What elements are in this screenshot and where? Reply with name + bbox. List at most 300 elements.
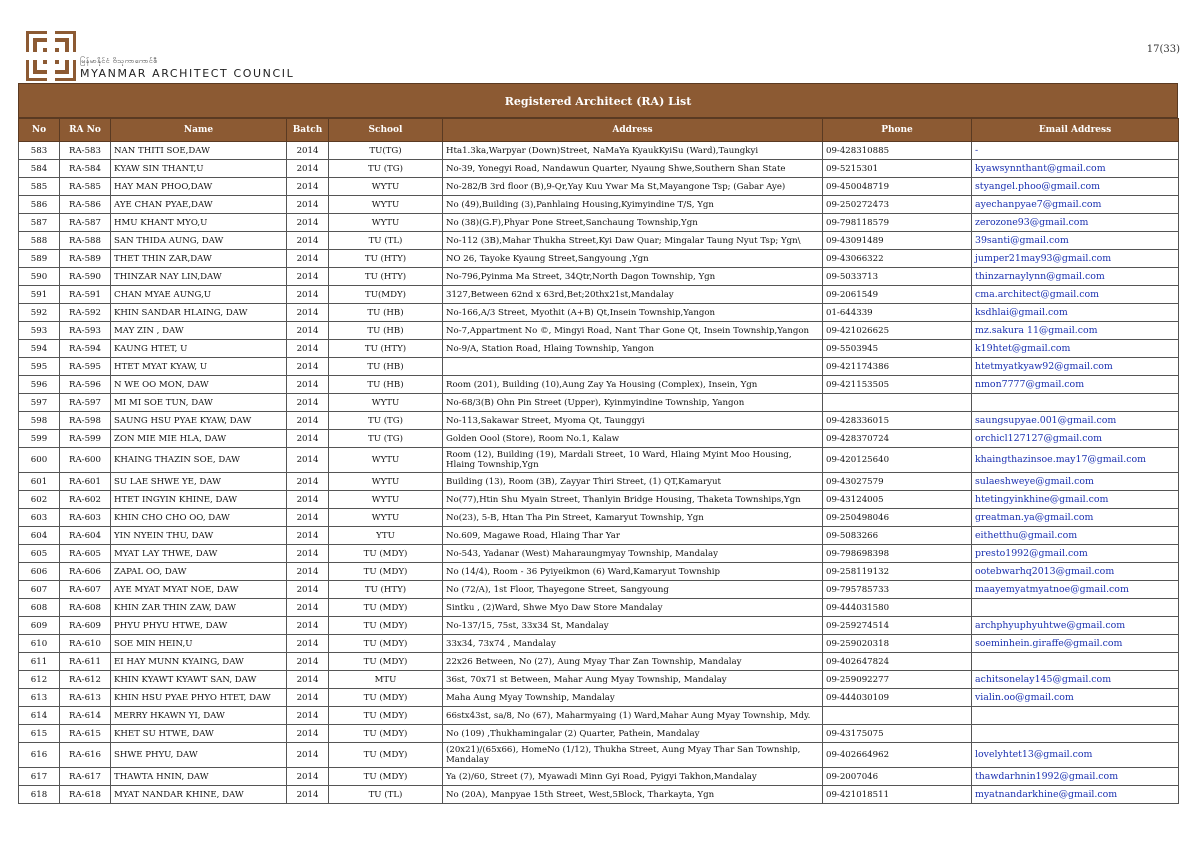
table-header-row <box>19 119 1179 142</box>
name-cell: AYE CHAN PYAE,DAW <box>111 196 287 214</box>
school-cell: TU (TG) <box>329 160 443 178</box>
school-cell: TU (HTY) <box>329 340 443 358</box>
table-row <box>19 671 1179 689</box>
address-cell: Hta1.3ka,Warpyar (Down)Street, NaMaYa KyaukKyiSu (Ward),Taungkyi <box>443 142 823 160</box>
batch-cell: 2014 <box>287 304 329 322</box>
ra-no-cell: RA-584 <box>60 160 111 178</box>
phone-cell: 09-5215301 <box>823 160 972 178</box>
name-cell: PHYU PHYU HTWE, DAW <box>111 617 287 635</box>
school-cell: TU (TG) <box>329 430 443 448</box>
batch-cell: 2014 <box>287 671 329 689</box>
ra-no-cell: RA-593 <box>60 322 111 340</box>
school-cell: WYTU <box>329 448 443 473</box>
email-cell[interactable]: soeminhein.giraffe@gmail.com <box>972 635 1179 653</box>
phone-cell: 09-43091489 <box>823 232 972 250</box>
school-cell: TU (MDY) <box>329 743 443 768</box>
school-cell: TU (HTY) <box>329 250 443 268</box>
col-email-header: Email Address <box>972 119 1179 142</box>
address-cell: No-282/B 3rd floor (B),9-Qr,Yay Kuu Ywar Ma St,Mayangone Tsp; (Gabar Aye) <box>443 178 823 196</box>
ra-no-cell: RA-592 <box>60 304 111 322</box>
name-cell: SU LAE SHWE YE, DAW <box>111 473 287 491</box>
row-no-cell: 587 <box>19 214 60 232</box>
address-cell: No-68/3(B) Ohn Pin Street (Upper), Kyinmyindine Township, Yangon <box>443 394 823 412</box>
email-cell <box>972 599 1179 617</box>
row-no-cell: 601 <box>19 473 60 491</box>
address-cell: No.609, Magawe Road, Hlaing Thar Yar <box>443 527 823 545</box>
school-cell: WYTU <box>329 178 443 196</box>
table-row <box>19 358 1179 376</box>
email-cell: - <box>972 142 1179 160</box>
name-cell: KYAW SIN THANT,U <box>111 160 287 178</box>
phone-cell: 09-259274514 <box>823 617 972 635</box>
phone-cell: 09-421018511 <box>823 786 972 804</box>
phone-cell: 09-2007046 <box>823 768 972 786</box>
batch-cell: 2014 <box>287 768 329 786</box>
table-row <box>19 725 1179 743</box>
ra-no-cell: RA-616 <box>60 743 111 768</box>
address-cell: 66stx43st, sa/8, No (67), Maharmyaing (1) Ward,Mahar Aung Myay Township, Mdy. <box>443 707 823 725</box>
ra-no-cell: RA-594 <box>60 340 111 358</box>
batch-cell: 2014 <box>287 322 329 340</box>
name-cell: SAN THIDA AUNG, DAW <box>111 232 287 250</box>
table-row <box>19 142 1179 160</box>
row-no-cell: 599 <box>19 430 60 448</box>
school-cell: TU (TG) <box>329 412 443 430</box>
row-no-cell: 594 <box>19 340 60 358</box>
ra-no-cell: RA-599 <box>60 430 111 448</box>
ra-no-cell: RA-608 <box>60 599 111 617</box>
row-no-cell: 602 <box>19 491 60 509</box>
name-cell: SHWE PHYU, DAW <box>111 743 287 768</box>
address-cell: No-39, Yonegyi Road, Nandawun Quarter, Nyaung Shwe,Southern Shan State <box>443 160 823 178</box>
phone-cell: 09-450048719 <box>823 178 972 196</box>
name-cell: THET THIN ZAR,DAW <box>111 250 287 268</box>
table-row <box>19 412 1179 430</box>
name-cell: THINZAR NAY LIN,DAW <box>111 268 287 286</box>
phone-cell: 09-428336015 <box>823 412 972 430</box>
row-no-cell: 597 <box>19 394 60 412</box>
row-no-cell: 609 <box>19 617 60 635</box>
ra-no-cell: RA-600 <box>60 448 111 473</box>
phone-cell: 09-420125640 <box>823 448 972 473</box>
ra-no-cell: RA-586 <box>60 196 111 214</box>
school-cell: TU (MDY) <box>329 599 443 617</box>
table-row <box>19 232 1179 250</box>
name-cell: HMU KHANT MYO,U <box>111 214 287 232</box>
email-cell[interactable]: 39santi@gmail.com <box>972 232 1179 250</box>
batch-cell: 2014 <box>287 412 329 430</box>
table-row <box>19 545 1179 563</box>
org-name: MYANMAR ARCHITECT COUNCIL <box>80 67 295 80</box>
row-no-cell: 611 <box>19 653 60 671</box>
batch-cell: 2014 <box>287 473 329 491</box>
ra-no-cell: RA-605 <box>60 545 111 563</box>
row-no-cell: 586 <box>19 196 60 214</box>
school-cell: WYTU <box>329 491 443 509</box>
email-cell[interactable]: cma.architect@gmail.com <box>972 286 1179 304</box>
address-cell: No(23), 5-B, Htan Tha Pin Street, Kamaryut Township, Ygn <box>443 509 823 527</box>
school-cell: TU (MDY) <box>329 563 443 581</box>
phone-cell: 09-428310885 <box>823 142 972 160</box>
table-row <box>19 376 1179 394</box>
col-no-header: No <box>19 119 60 142</box>
row-no-cell: 616 <box>19 743 60 768</box>
email-cell[interactable]: ayechanpyae7@gmail.com <box>972 196 1179 214</box>
row-no-cell: 600 <box>19 448 60 473</box>
row-no-cell: 605 <box>19 545 60 563</box>
batch-cell: 2014 <box>287 581 329 599</box>
batch-cell: 2014 <box>287 196 329 214</box>
phone-cell: 09-250498046 <box>823 509 972 527</box>
school-cell: TU (MDY) <box>329 635 443 653</box>
email-cell[interactable]: zerozone93@gmail.com <box>972 214 1179 232</box>
ra-no-cell: RA-583 <box>60 142 111 160</box>
ra-no-cell: RA-618 <box>60 786 111 804</box>
email-cell[interactable]: archphyuphyuhtwe@gmail.com <box>972 617 1179 635</box>
name-cell: ZON MIE MIE HLA, DAW <box>111 430 287 448</box>
row-no-cell: 617 <box>19 768 60 786</box>
name-cell: KAUNG HTET, U <box>111 340 287 358</box>
phone-cell: 09-421153505 <box>823 376 972 394</box>
name-cell: AYE MYAT MYAT NOE, DAW <box>111 581 287 599</box>
name-cell: MERRY HKAWN YI, DAW <box>111 707 287 725</box>
school-cell: YTU <box>329 527 443 545</box>
row-no-cell: 591 <box>19 286 60 304</box>
email-cell[interactable]: lovelyhtet13@gmail.com <box>972 743 1179 768</box>
phone-cell: 09-798118579 <box>823 214 972 232</box>
email-cell[interactable]: htetingyinkhine@gmail.com <box>972 491 1179 509</box>
email-cell[interactable]: achitsonelay145@gmail.com <box>972 671 1179 689</box>
batch-cell: 2014 <box>287 376 329 394</box>
list-title: Registered Architect (RA) List <box>18 83 1178 118</box>
address-cell: No-112 (3B),Mahar Thukha Street,Kyi Daw Quar; Mingalar Taung Nyut Tsp; Ygn\ <box>443 232 823 250</box>
address-cell <box>443 358 823 376</box>
row-no-cell: 583 <box>19 142 60 160</box>
batch-cell: 2014 <box>287 743 329 768</box>
batch-cell: 2014 <box>287 707 329 725</box>
email-cell <box>972 653 1179 671</box>
school-cell: TU (MDY) <box>329 617 443 635</box>
col-batch-header: Batch <box>287 119 329 142</box>
ra-no-cell: RA-604 <box>60 527 111 545</box>
table-row <box>19 527 1179 545</box>
ra-no-cell: RA-590 <box>60 268 111 286</box>
ra-no-cell: RA-617 <box>60 768 111 786</box>
email-cell[interactable]: myatnandarkhine@gmail.com <box>972 786 1179 804</box>
name-cell: HTET MYAT KYAW, U <box>111 358 287 376</box>
name-cell: MAY ZIN , DAW <box>111 322 287 340</box>
table-row <box>19 286 1179 304</box>
table-row <box>19 268 1179 286</box>
school-cell: WYTU <box>329 473 443 491</box>
name-cell: KHIN CHO CHO OO, DAW <box>111 509 287 527</box>
email-cell[interactable]: vialin.oo@gmail.com <box>972 689 1179 707</box>
phone-cell: 09-2061549 <box>823 286 972 304</box>
batch-cell: 2014 <box>287 635 329 653</box>
school-cell: TU (HTY) <box>329 581 443 599</box>
batch-cell: 2014 <box>287 491 329 509</box>
table-row <box>19 707 1179 725</box>
ra-no-cell: RA-589 <box>60 250 111 268</box>
batch-cell: 2014 <box>287 786 329 804</box>
architect-table <box>18 118 1179 804</box>
batch-cell: 2014 <box>287 725 329 743</box>
table-row <box>19 250 1179 268</box>
address-cell: No-543, Yadanar (West) Maharaungmyay Township, Mandalay <box>443 545 823 563</box>
phone-cell: 09-258119132 <box>823 563 972 581</box>
table-row <box>19 178 1179 196</box>
name-cell: KHIN HSU PYAE PHYO HTET, DAW <box>111 689 287 707</box>
table-row <box>19 394 1179 412</box>
name-cell: NAN THITI SOE,DAW <box>111 142 287 160</box>
phone-cell: 09-798698398 <box>823 545 972 563</box>
phone-cell: 09-5083266 <box>823 527 972 545</box>
email-cell[interactable]: mz.sakura 11@gmail.com <box>972 322 1179 340</box>
school-cell: TU(MDY) <box>329 286 443 304</box>
email-cell[interactable]: jumper21may93@gmail.com <box>972 250 1179 268</box>
table-row <box>19 653 1179 671</box>
batch-cell: 2014 <box>287 160 329 178</box>
batch-cell: 2014 <box>287 268 329 286</box>
school-cell: TU (TL) <box>329 232 443 250</box>
batch-cell: 2014 <box>287 509 329 527</box>
row-no-cell: 590 <box>19 268 60 286</box>
ra-no-cell: RA-588 <box>60 232 111 250</box>
school-cell: TU (MDY) <box>329 707 443 725</box>
address-cell: NO 26, Tayoke Kyaung Street,Sangyoung ,Ygn <box>443 250 823 268</box>
ra-no-cell: RA-614 <box>60 707 111 725</box>
phone-cell: 09-444030109 <box>823 689 972 707</box>
email-cell[interactable]: khaingthazinsoe.may17@gmail.com <box>972 448 1179 473</box>
address-cell: Golden Oool (Store), Room No.1, Kalaw <box>443 430 823 448</box>
row-no-cell: 596 <box>19 376 60 394</box>
address-cell: 33x34, 73x74 , Mandalay <box>443 635 823 653</box>
address-cell: No (109) ,Thukhamingalar (2) Quarter, Pathein, Mandalay <box>443 725 823 743</box>
phone-cell: 09-444031580 <box>823 599 972 617</box>
batch-cell: 2014 <box>287 653 329 671</box>
email-cell <box>972 707 1179 725</box>
row-no-cell: 603 <box>19 509 60 527</box>
ra-no-cell: RA-613 <box>60 689 111 707</box>
name-cell: KHIN ZAR THIN ZAW, DAW <box>111 599 287 617</box>
row-no-cell: 595 <box>19 358 60 376</box>
email-cell[interactable]: htetmyatkyaw92@gmail.com <box>972 358 1179 376</box>
phone-cell: 09-250272473 <box>823 196 972 214</box>
school-cell: TU (HB) <box>329 322 443 340</box>
address-cell: Sintku , (2)Ward, Shwe Myo Daw Store Mandalay <box>443 599 823 617</box>
school-cell: TU (HB) <box>329 358 443 376</box>
phone-cell: 09-43175075 <box>823 725 972 743</box>
address-cell: 22x26 Between, No (27), Aung Myay Thar Zan Township, Mandalay <box>443 653 823 671</box>
address-cell: No (20A), Manpyae 15th Street, West,5Block, Tharkayta, Ygn <box>443 786 823 804</box>
row-no-cell: 606 <box>19 563 60 581</box>
row-no-cell: 592 <box>19 304 60 322</box>
address-cell: No-166,A/3 Street, Myothit (A+B) Qt,Insein Township,Yangon <box>443 304 823 322</box>
address-cell: No (14/4), Room - 36 Pyiyeikmon (6) Ward,Kamaryut Township <box>443 563 823 581</box>
table-row <box>19 509 1179 527</box>
school-cell: WYTU <box>329 214 443 232</box>
phone-cell: 09-43124005 <box>823 491 972 509</box>
school-cell: TU (HB) <box>329 304 443 322</box>
phone-cell: 09-43066322 <box>823 250 972 268</box>
address-cell: (20x21)/(65x66), HomeNo (1/12), Thukha Street, Aung Myay Thar San Township, Mandalay <box>443 743 823 768</box>
address-cell: Ya (2)/60, Street (7), Myawadi Minn Gyi Road, Pyigyi Takhon,Mandalay <box>443 768 823 786</box>
table-row <box>19 491 1179 509</box>
batch-cell: 2014 <box>287 340 329 358</box>
col-name-header: Name <box>111 119 287 142</box>
address-cell: No-137/15, 75st, 33x34 St, Mandalay <box>443 617 823 635</box>
ra-no-cell: RA-585 <box>60 178 111 196</box>
name-cell: MI MI SOE TUN, DAW <box>111 394 287 412</box>
table-row <box>19 768 1179 786</box>
table-row <box>19 322 1179 340</box>
email-cell[interactable]: thawdarhnin1992@gmail.com <box>972 768 1179 786</box>
email-cell[interactable]: eithetthu@gmail.com <box>972 527 1179 545</box>
batch-cell: 2014 <box>287 448 329 473</box>
email-cell[interactable]: ootebwarhq2013@gmail.com <box>972 563 1179 581</box>
email-cell <box>972 394 1179 412</box>
ra-no-cell: RA-603 <box>60 509 111 527</box>
phone-cell: 09-259092277 <box>823 671 972 689</box>
ra-no-cell: RA-602 <box>60 491 111 509</box>
email-cell[interactable]: orchicl127127@gmail.com <box>972 430 1179 448</box>
email-cell[interactable]: greatman.ya@gmail.com <box>972 509 1179 527</box>
name-cell: SOE MIN HEIN,U <box>111 635 287 653</box>
col-ra-no-header: RA No <box>60 119 111 142</box>
school-cell: TU (TL) <box>329 786 443 804</box>
page-number: 17(33) <box>1146 44 1180 55</box>
address-cell: 36st, 70x71 st Between, Mahar Aung Myay Township, Mandalay <box>443 671 823 689</box>
row-no-cell: 604 <box>19 527 60 545</box>
email-cell[interactable]: presto1992@gmail.com <box>972 545 1179 563</box>
batch-cell: 2014 <box>287 358 329 376</box>
batch-cell: 2014 <box>287 527 329 545</box>
batch-cell: 2014 <box>287 430 329 448</box>
row-no-cell: 585 <box>19 178 60 196</box>
row-no-cell: 610 <box>19 635 60 653</box>
table-row <box>19 304 1179 322</box>
email-cell[interactable]: kyawsynnthant@gmail.com <box>972 160 1179 178</box>
batch-cell: 2014 <box>287 545 329 563</box>
ra-no-cell: RA-610 <box>60 635 111 653</box>
email-cell[interactable]: saungsupyae.001@gmail.com <box>972 412 1179 430</box>
table-row <box>19 581 1179 599</box>
table-row <box>19 196 1179 214</box>
row-no-cell: 615 <box>19 725 60 743</box>
address-cell: No-796,Pyinma Ma Street, 34Qtr,North Dagon Township, Ygn <box>443 268 823 286</box>
phone-cell: 09-795785733 <box>823 581 972 599</box>
address-cell: No-9/A, Station Road, Hlaing Township, Yangon <box>443 340 823 358</box>
ra-no-cell: RA-611 <box>60 653 111 671</box>
email-cell[interactable]: maayemyatmyatnoe@gmail.com <box>972 581 1179 599</box>
ra-no-cell: RA-598 <box>60 412 111 430</box>
name-cell: KHIN SANDAR HLAING, DAW <box>111 304 287 322</box>
name-cell: SAUNG HSU PYAE KYAW, DAW <box>111 412 287 430</box>
address-cell: Maha Aung Myay Township, Mandalay <box>443 689 823 707</box>
name-cell: THAWTA HNIN, DAW <box>111 768 287 786</box>
phone-cell <box>823 394 972 412</box>
row-no-cell: 588 <box>19 232 60 250</box>
row-no-cell: 608 <box>19 599 60 617</box>
phone-cell <box>823 707 972 725</box>
phone-cell: 09-428370724 <box>823 430 972 448</box>
address-cell: Room (12), Building (19), Mardali Street, 10 Ward, Hlaing Myint Moo Housing, Hlaing Township,Ygn <box>443 448 823 473</box>
address-cell: 3127,Between 62nd x 63rd,Bet;20thx21st,Mandalay <box>443 286 823 304</box>
batch-cell: 2014 <box>287 689 329 707</box>
row-no-cell: 598 <box>19 412 60 430</box>
address-cell: No-7,Appartment No ©, Mingyi Road, Nant Thar Gone Qt, Insein Township,Yangon <box>443 322 823 340</box>
address-cell: No(77),Htin Shu Myain Street, Thanlyin Bridge Housing, Thaketa Townships,Ygn <box>443 491 823 509</box>
col-phone-header: Phone <box>823 119 972 142</box>
name-cell: YIN NYEIN THU, DAW <box>111 527 287 545</box>
row-no-cell: 607 <box>19 581 60 599</box>
school-cell: TU (MDY) <box>329 545 443 563</box>
name-cell: HTET INGYIN KHINE, DAW <box>111 491 287 509</box>
table-row <box>19 635 1179 653</box>
row-no-cell: 613 <box>19 689 60 707</box>
phone-cell: 09-402664962 <box>823 743 972 768</box>
email-cell[interactable]: nmon7777@gmail.com <box>972 376 1179 394</box>
email-cell[interactable]: ksdhlai@gmail.com <box>972 304 1179 322</box>
table-row <box>19 786 1179 804</box>
ra-no-cell: RA-591 <box>60 286 111 304</box>
email-cell[interactable]: k19htet@gmail.com <box>972 340 1179 358</box>
table-row <box>19 160 1179 178</box>
phone-cell: 09-5033713 <box>823 268 972 286</box>
row-no-cell: 584 <box>19 160 60 178</box>
name-cell: ZAPAL OO, DAW <box>111 563 287 581</box>
email-cell[interactable]: sulaeshweye@gmail.com <box>972 473 1179 491</box>
phone-cell: 09-421026625 <box>823 322 972 340</box>
school-cell: TU (HTY) <box>329 268 443 286</box>
ra-no-cell: RA-609 <box>60 617 111 635</box>
school-cell: MTU <box>329 671 443 689</box>
batch-cell: 2014 <box>287 142 329 160</box>
table-row <box>19 448 1179 473</box>
name-cell: KHET SU HTWE, DAW <box>111 725 287 743</box>
phone-cell: 09-421174386 <box>823 358 972 376</box>
table-row <box>19 214 1179 232</box>
ra-no-cell: RA-601 <box>60 473 111 491</box>
name-cell: KHAING THAZIN SOE, DAW <box>111 448 287 473</box>
name-cell: MYAT LAY THWE, DAW <box>111 545 287 563</box>
table-row <box>19 599 1179 617</box>
school-cell: TU(TG) <box>329 142 443 160</box>
batch-cell: 2014 <box>287 232 329 250</box>
ra-no-cell: RA-595 <box>60 358 111 376</box>
table-row <box>19 689 1179 707</box>
school-cell: WYTU <box>329 394 443 412</box>
school-cell: TU (MDY) <box>329 689 443 707</box>
batch-cell: 2014 <box>287 599 329 617</box>
phone-cell: 09-43027579 <box>823 473 972 491</box>
ra-no-cell: RA-587 <box>60 214 111 232</box>
batch-cell: 2014 <box>287 178 329 196</box>
address-cell: No (49),Building (3),Panhlaing Housing,Kyimyindine T/S, Ygn <box>443 196 823 214</box>
ra-no-cell: RA-607 <box>60 581 111 599</box>
council-logo <box>26 31 76 81</box>
table-row <box>19 430 1179 448</box>
ra-no-cell: RA-615 <box>60 725 111 743</box>
email-cell[interactable]: thinzarnaylynn@gmail.com <box>972 268 1179 286</box>
phone-cell: 01-644339 <box>823 304 972 322</box>
phone-cell: 09-5503945 <box>823 340 972 358</box>
address-cell: No (38)(G.F),Phyar Pone Street,Sanchaung Township,Ygn <box>443 214 823 232</box>
batch-cell: 2014 <box>287 394 329 412</box>
row-no-cell: 618 <box>19 786 60 804</box>
email-cell[interactable]: styangel.phoo@gmail.com <box>972 178 1179 196</box>
col-address-header: Address <box>443 119 823 142</box>
